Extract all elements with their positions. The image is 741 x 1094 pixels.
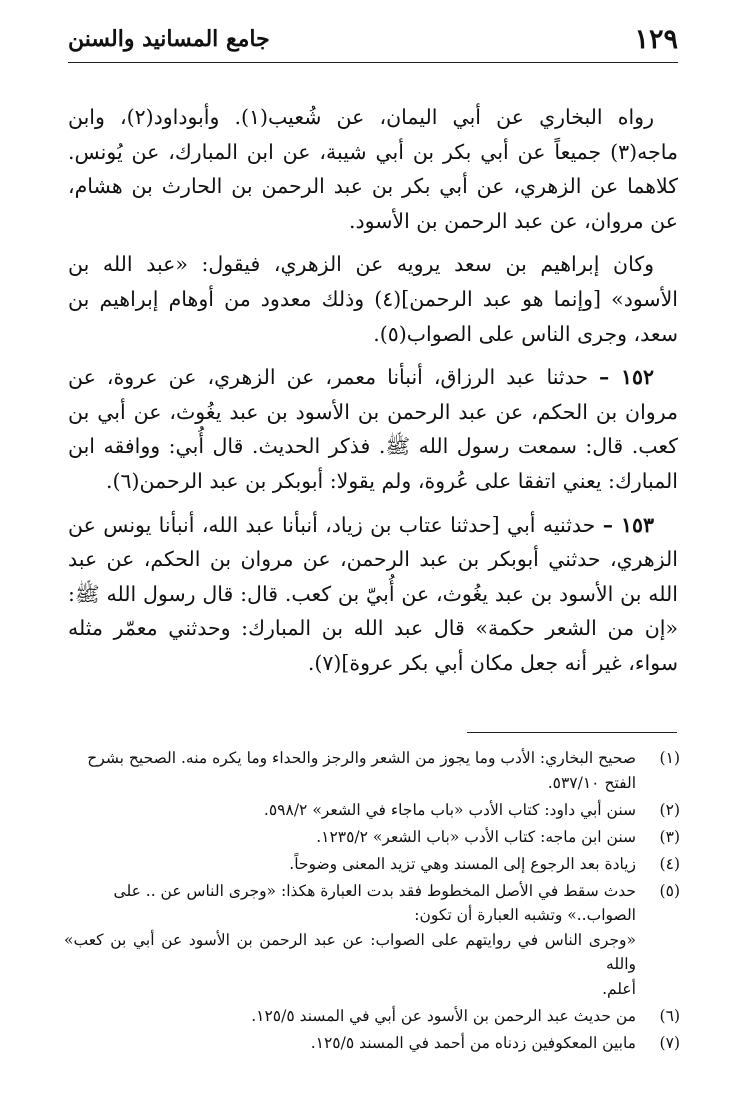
footnote-number: (١) [659, 749, 680, 767]
footnote-number: (٦) [659, 1006, 680, 1025]
footnote-line: من حديث عبد الرحمن بن الأسود عن أبي في المسند ١٢٥/٥. [251, 1006, 636, 1025]
footnote-line: سنن أبي داود: كتاب الأدب «باب ماجاء في الشعر» ٥٩٨/٢. [263, 800, 636, 819]
page-header [68, 20, 678, 60]
main-text [68, 100, 678, 681]
hadith-text: حدثنا عبد الرزاق، أنبأنا معمر، عن الزهري، عن عروة، عن مروان بن الحكم، عن عبد الرحمن بن الأسود بن عبد يغُوث، عن أبي بن كعب. قال: سمعت رسول الله ﷺ. فذكر الحديث. قال أُبي: ووافقه ابن المبارك: يعني اتفقا على عُروة، ولم يقولا: أبوبكر بن عبد الرحمن(٦). [68, 365, 678, 493]
footnote-line: مابين المعكوفين زدناه من أحمد في المسند ١٢٥/٥. [310, 1033, 636, 1052]
footnote [64, 879, 680, 1002]
paragraph-2: وكان إبراهيم بن سعد يرويه عن الزهري، فيقول: «عبد الله بن الأسود» [وإنما هو عبد الرحمن](٤) وذلك معدود من أوهام إبراهيم بن سعد، وجرى الناس على الصواب(٥). [68, 252, 678, 346]
paragraph-1: رواه البخاري عن أبي اليمان، عن شُعيب(١). وأبوداود(٢)، وابن ماجه(٣) جميعاً عن أبي بكر بن أبي شيبة، عن ابن المبارك، عن يُونس. كلاهما عن الزهري، عن أبي بكر بن عبد الرحمن بن الحارث بن هشام، عن مروان، عن عبد الرحمن بن الأسود. [68, 105, 678, 233]
footnote-line: صحيح البخاري: الأدب وما يجوز من الشعر والرجز والحداء وما يكره منه. الصحيح بشرح [87, 749, 636, 767]
hadith-152 [68, 360, 678, 498]
hadith-text: حدثنيه أبي [حدثنا عتاب بن زياد، أنبأنا عبد الله، أنبأنا يونس عن الزهري، حدثني أبوبكر بن عبد الرحمن، عن مروان بن الحكم، عن عبد الله بن الأسود بن عبد يغُوث، عن أُبيّ بن كعب. قال: قال رسول الله ﷺ: «إن من الشعر حكمة» قال عبد الله بن المبارك: وحدثني معمّر مثله سواء، غير أنه جعل مكان أبي بكر عروة](٧). [68, 512, 678, 675]
footnote-line: «وجرى الناس في روايتهم على الصواب: عن عبد الرحمن بن الأسود عن أبي بن كعب» والله [64, 930, 636, 973]
footnote-number: (٥) [659, 881, 680, 900]
hadith-number: ١٥٣ – [602, 512, 654, 537]
footnote-divider [467, 732, 677, 733]
footnote [64, 852, 680, 877]
footnote-line: زيادة بعد الرجوع إلى المسند وهي تزيد المعنى وضوحاً. [289, 854, 636, 873]
footnote [64, 1031, 680, 1056]
footnote [64, 798, 680, 823]
footnote [64, 825, 680, 850]
footnote-line: الفتح ٥٣٧/١٠. [547, 773, 636, 792]
footnote-line: حدث سقط في الأصل المخطوط فقد بدت العبارة هكذا: «وجرى الناس عن .. على [113, 881, 636, 900]
running-title: جامع المسانيد والسنن [68, 26, 270, 52]
footnote [64, 746, 680, 795]
footnote-line: الصواب..» وتشبه العبارة أن تكون: [414, 906, 636, 924]
footnote [64, 1004, 680, 1029]
header-divider [68, 62, 678, 63]
footnote-line: سنن ابن ماجه: كتاب الأدب «باب الشعر» ١٢٣٥/٢. [316, 827, 636, 846]
footnote-line: أعلم. [602, 979, 636, 998]
footnotes [64, 746, 680, 1058]
footnote-number: (٢) [659, 800, 680, 819]
footnote-number: (٧) [659, 1033, 680, 1052]
footnote-number: (٣) [659, 827, 680, 846]
hadith-number: ١٥٢ – [599, 365, 654, 390]
footnote-number: (٤) [659, 854, 680, 873]
page-number: ١٢٩ [634, 24, 678, 55]
hadith-153 [68, 508, 678, 681]
